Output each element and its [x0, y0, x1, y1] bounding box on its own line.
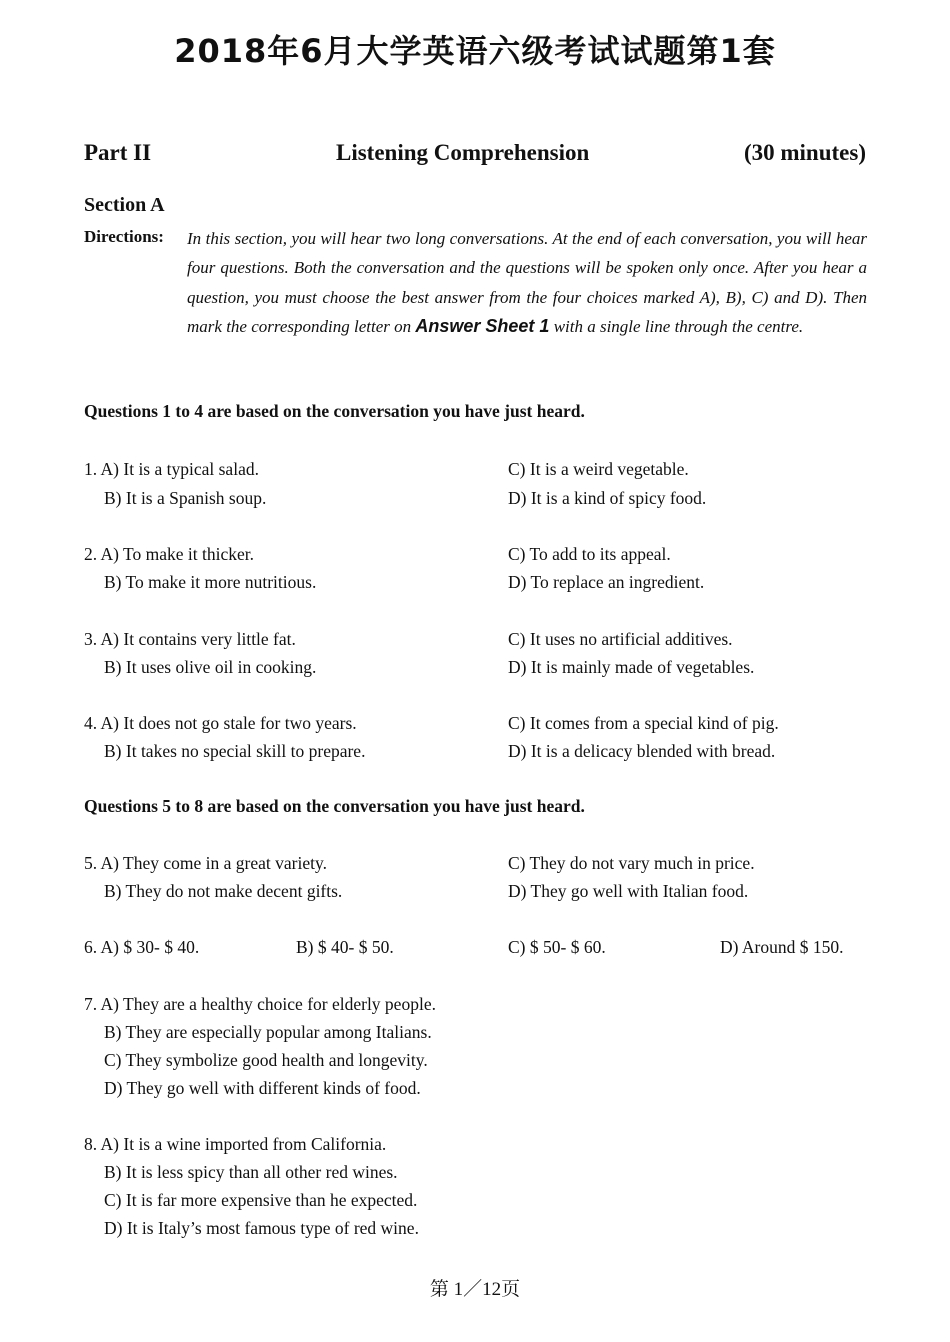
q8-option-a: 8. A) It is a wine imported from California.: [84, 1134, 387, 1154]
q7-option-c: C) They symbolize good health and longevity.: [104, 1050, 428, 1070]
q4-option-c: C) It comes from a special kind of pig.: [508, 713, 779, 733]
q6-option-b: B) $ 40- $ 50.: [296, 937, 394, 957]
q7-option-d: D) They go well with different kinds of food.: [104, 1078, 421, 1098]
page-title: 2018年6月大学英语六级考试试题第1套: [174, 32, 776, 70]
group2-heading: Questions 5 to 8 are based on the conversation you have just heard.: [84, 796, 585, 816]
q3-option-d: D) It is mainly made of vegetables.: [508, 657, 755, 677]
q1-option-a: 1. A) It is a typical salad.: [84, 459, 259, 479]
answer-sheet-label: Answer Sheet 1: [415, 315, 550, 336]
q1-option-c: C) It is a weird vegetable.: [508, 459, 689, 479]
q3-option-c: C) It uses no artificial additives.: [508, 629, 733, 649]
q2-option-d: D) To replace an ingredient.: [508, 572, 705, 592]
q1-option-b: B) It is a Spanish soup.: [104, 488, 267, 508]
q8-option-d: D) It is Italy’s most famous type of red wine.: [104, 1218, 419, 1238]
page-number: 第 1／12页: [429, 1279, 521, 1300]
q6-option-c: C) $ 50- $ 60.: [508, 937, 606, 957]
q8-option-b: B) It is less spicy than all other red wines.: [104, 1162, 398, 1182]
q5-option-a: 5. A) They come in a great variety.: [84, 853, 327, 873]
part-label: Part II: [84, 140, 152, 165]
q6-option-a: 6. A) $ 30- $ 40.: [84, 937, 200, 957]
group1-heading: Questions 1 to 4 are based on the conversation you have just heard.: [84, 401, 585, 421]
directions-text: [187, 224, 867, 341]
directions-label: Directions:: [84, 227, 164, 246]
q8-option-c: C) It is far more expensive than he expected.: [104, 1190, 418, 1210]
q2-option-c: C) To add to its appeal.: [508, 544, 671, 564]
directions-tail: with a single line through the centre.: [553, 316, 804, 336]
q2-option-a: 2. A) To make it thicker.: [84, 544, 255, 564]
q6-option-d: D) Around $ 150.: [720, 937, 844, 957]
q4-option-a: 4. A) It does not go stale for two years.: [84, 713, 357, 733]
q5-option-d: D) They go well with Italian food.: [508, 881, 749, 901]
directions-body: In this section, you will hear two long conversations. At the end of each conversation, you will hear four questions. Both the conversation and the questions will be spoken only once. After you hear a question, you must choose the best answer from the four choices marked A), B), C) and D). Then mark the corresponding letter on: [187, 229, 867, 336]
q3-option-a: 3. A) It contains very little fat.: [84, 629, 296, 649]
q5-option-b: B) They do not make decent gifts.: [104, 881, 343, 901]
q7-option-a: 7. A) They are a healthy choice for elderly people.: [84, 994, 436, 1014]
q4-option-d: D) It is a delicacy blended with bread.: [508, 741, 776, 761]
q1-option-d: D) It is a kind of spicy food.: [508, 488, 707, 508]
q5-option-c: C) They do not vary much in price.: [508, 853, 755, 873]
q3-option-b: B) It uses olive oil in cooking.: [104, 657, 317, 677]
section-heading: Section A: [84, 194, 165, 216]
q4-option-b: B) It takes no special skill to prepare.: [104, 741, 366, 761]
q2-option-b: B) To make it more nutritious.: [104, 572, 317, 592]
q7-option-b: B) They are especially popular among Italians.: [104, 1022, 432, 1042]
part-time: (30 minutes): [743, 140, 866, 165]
part-name: Listening Comprehension: [336, 140, 590, 165]
